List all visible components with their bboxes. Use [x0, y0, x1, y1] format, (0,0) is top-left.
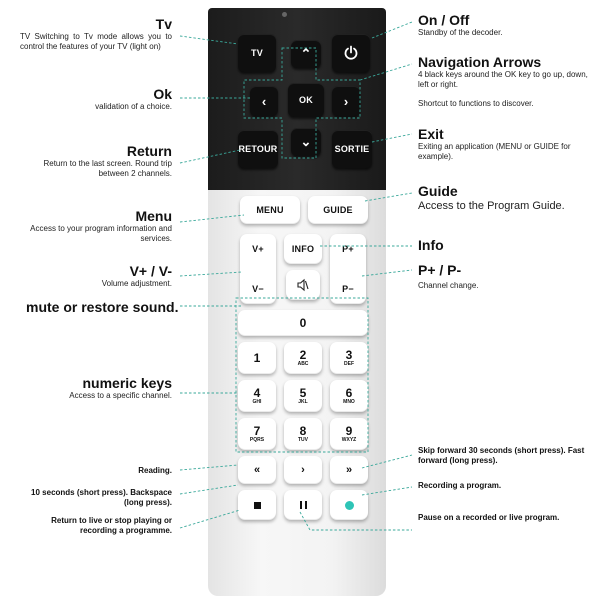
- key-7-letters: PQRS: [249, 437, 265, 443]
- stop-icon: [254, 502, 261, 509]
- annotation-guide-title: Guide: [418, 183, 458, 199]
- pause-icon: [300, 501, 307, 509]
- annotation-guide: [418, 183, 594, 213]
- menu-button[interactable]: [240, 196, 300, 224]
- annotation-pause-desc: Pause on a recorded or live program.: [418, 513, 560, 522]
- annotation-skip-desc: Skip forward 30 seconds (short press). Fast forward (long press).: [418, 446, 585, 466]
- key-0[interactable]: [238, 310, 368, 336]
- rewind-icon: «: [253, 464, 261, 476]
- mute-button[interactable]: [286, 270, 320, 300]
- annotation-menu-title: Menu: [135, 208, 172, 224]
- annotation-exit-title: Exit: [418, 126, 444, 142]
- annotation-ok: [20, 86, 172, 112]
- annotation-exit-desc: Exiting an application (MENU or GUIDE for example).: [418, 142, 571, 162]
- annotation-info-title: Info: [418, 237, 444, 253]
- fast-forward-icon: »: [345, 464, 353, 476]
- annotation-volume: [20, 263, 172, 289]
- key-6[interactable]: [330, 380, 368, 412]
- annotation-stop: [20, 516, 172, 537]
- stop-button[interactable]: [238, 490, 276, 520]
- annotation-prog-title: P+ / P-: [418, 262, 462, 278]
- tv-button-label: TV: [251, 48, 263, 58]
- annotation-nav-desc: 4 black keys around the OK key to go up, down, left or right.: [418, 70, 588, 90]
- program-down-button[interactable]: P−: [342, 284, 354, 294]
- key-8-digit: 8: [299, 424, 307, 438]
- program-up-button[interactable]: P+: [342, 244, 354, 254]
- key-8-letters: TUV: [298, 437, 308, 443]
- key-9[interactable]: [330, 418, 368, 450]
- ok-button-label: OK: [299, 95, 313, 105]
- key-2-digit: 2: [299, 348, 307, 362]
- volume-down-button[interactable]: V−: [252, 284, 264, 294]
- fast-forward-button[interactable]: [330, 456, 368, 484]
- play-button[interactable]: [284, 456, 322, 484]
- annotation-onoff: [418, 12, 590, 38]
- volume-rocker[interactable]: [240, 234, 276, 304]
- annotation-onoff-desc: Standby of the decoder.: [418, 28, 503, 38]
- key-9-letters: WXYZ: [341, 437, 357, 443]
- annotation-prog: [418, 262, 590, 291]
- program-rocker[interactable]: [330, 234, 366, 304]
- power-button[interactable]: [332, 34, 370, 72]
- annotation-numeric-desc: Access to a specific channel.: [69, 391, 172, 401]
- annotation-ok-desc: validation of a choice.: [95, 102, 172, 112]
- annotation-menu: [20, 208, 172, 245]
- annotation-pause: [418, 513, 594, 523]
- menu-button-label: MENU: [256, 205, 284, 215]
- annotation-onoff-title: On / Off: [418, 12, 470, 28]
- remote-control: [208, 8, 386, 596]
- key-3[interactable]: [330, 342, 368, 374]
- annotation-volume-desc: Volume adjustment.: [101, 279, 172, 289]
- annotation-stop-desc: Return to live or stop playing or recording a programme.: [51, 516, 172, 536]
- info-button[interactable]: [284, 234, 322, 264]
- annotation-mute: [26, 299, 186, 315]
- annotation-reading-desc: Reading.: [138, 466, 172, 475]
- annotation-skip: [418, 446, 590, 467]
- pause-button[interactable]: [284, 490, 322, 520]
- key-6-letters: MNO: [343, 399, 355, 405]
- key-3-digit: 3: [345, 348, 353, 362]
- key-7[interactable]: [238, 418, 276, 450]
- info-button-label: INFO: [291, 244, 315, 254]
- chevron-down-icon: ⌄: [300, 134, 312, 149]
- arrow-up-button[interactable]: [291, 40, 321, 68]
- annotation-record: [418, 481, 590, 491]
- remote-led: [282, 12, 287, 17]
- key-5[interactable]: [284, 380, 322, 412]
- annotation-volume-title: V+ / V-: [129, 263, 172, 279]
- annotation-prog-desc: Channel change.: [418, 281, 479, 291]
- annotation-return-desc: Return to the last screen. Round trip between 2 channels.: [43, 159, 172, 179]
- annotation-nav-title: Navigation Arrows: [418, 54, 542, 70]
- key-1-digit: 1: [253, 351, 261, 365]
- exit-button-label: SORTIE: [334, 144, 370, 154]
- chevron-up-icon: ⌃: [300, 46, 312, 61]
- annotation-ok-title: Ok: [153, 86, 172, 102]
- key-3-letters: DEF: [344, 361, 354, 367]
- annotation-nav: [418, 54, 590, 109]
- key-5-letters: JKL: [298, 399, 308, 405]
- annotation-exit: [418, 126, 590, 163]
- arrow-right-button[interactable]: [332, 86, 360, 116]
- annotation-return-title: Return: [126, 143, 172, 159]
- key-0-digit: 0: [299, 316, 307, 330]
- record-dot-icon: [345, 501, 354, 510]
- arrow-left-button[interactable]: [250, 86, 278, 116]
- key-4[interactable]: [238, 380, 276, 412]
- key-4-letters: GHI: [252, 399, 262, 405]
- key-5-digit: 5: [299, 386, 307, 400]
- annotation-rewind: [20, 488, 172, 509]
- annotation-numeric-title: numeric keys: [82, 375, 172, 391]
- annotation-mute-title: mute or restore sound.: [26, 299, 179, 315]
- key-6-digit: 6: [345, 386, 353, 400]
- annotation-record-desc: Recording a program.: [418, 481, 502, 490]
- annotation-reading: [20, 466, 172, 476]
- tv-button[interactable]: [238, 34, 276, 72]
- key-8[interactable]: [284, 418, 322, 450]
- ok-button[interactable]: [288, 83, 324, 117]
- key-1[interactable]: [238, 342, 276, 374]
- key-7-digit: 7: [253, 424, 261, 438]
- key-2[interactable]: [284, 342, 322, 374]
- guide-button-label: GUIDE: [323, 205, 353, 215]
- arrow-down-button[interactable]: [291, 128, 321, 156]
- exit-button[interactable]: [332, 130, 372, 168]
- chevron-left-icon: ‹: [261, 93, 267, 109]
- return-button-label: RETOUR: [238, 144, 278, 154]
- key-9-digit: 9: [345, 424, 353, 438]
- annotation-numeric: [20, 375, 172, 401]
- key-4-digit: 4: [253, 386, 261, 400]
- annotation-info: [418, 237, 590, 253]
- mute-icon: [296, 278, 310, 292]
- annotation-return: [20, 143, 172, 180]
- annotation-tv-title: Tv: [155, 16, 172, 32]
- annotation-guide-desc: Access to the Program Guide.: [418, 200, 565, 213]
- annotation-rewind-desc: 10 seconds (short press). Backspace (long press).: [31, 488, 172, 508]
- key-2-letters: ABC: [297, 361, 309, 367]
- chevron-right-icon: ›: [343, 93, 349, 109]
- return-button[interactable]: [238, 130, 278, 168]
- annotation-menu-desc: Access to your program information and services.: [30, 224, 172, 244]
- power-icon: [343, 45, 359, 61]
- guide-button[interactable]: [308, 196, 368, 224]
- play-icon: ›: [301, 464, 305, 476]
- annotation-nav-desc2: Shortcut to functions to discover.: [418, 98, 534, 108]
- annotation-tv-desc: TV Switching to Tv mode allows you to control the features of your TV (light on): [20, 32, 172, 52]
- annotation-tv: [20, 16, 172, 53]
- record-button[interactable]: [330, 490, 368, 520]
- volume-up-button[interactable]: V+: [252, 244, 264, 254]
- rewind-button[interactable]: [238, 456, 276, 484]
